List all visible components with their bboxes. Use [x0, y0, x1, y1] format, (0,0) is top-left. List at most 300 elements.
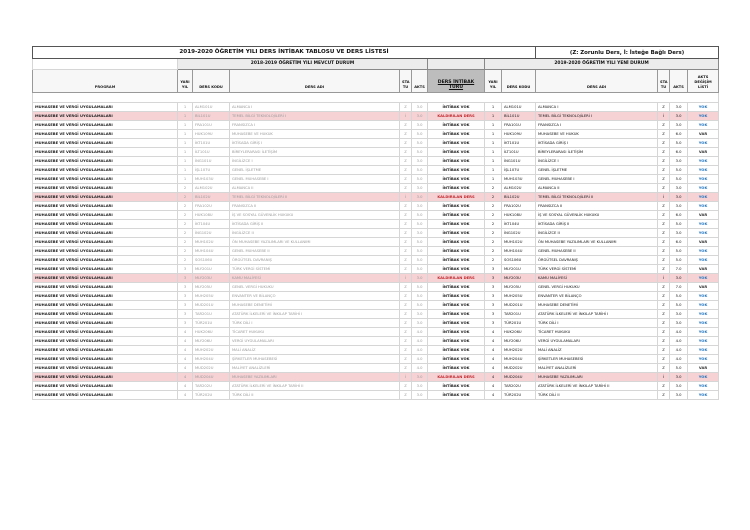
old-name-cell: TÜRK DİLİ I	[230, 319, 400, 328]
new-akts-cell: 3.0	[670, 193, 688, 202]
old-code-cell: HUK109U	[193, 130, 230, 139]
program-cell: MUHASEBE VE VERGİ UYGULAMALARI	[33, 148, 178, 157]
new-code-cell: MUH104U	[502, 247, 536, 256]
old-name-cell: TÜRK VERGİ SİSTEMİ	[230, 265, 400, 274]
akts-change-cell: YOK	[688, 112, 719, 121]
table-row	[33, 373, 719, 382]
old-yariyil-cell: 1	[178, 139, 193, 148]
akts-change-cell: YOK	[688, 355, 719, 364]
old-code-cell: ALM102U	[193, 184, 230, 193]
new-akts-cell: 7.0	[670, 283, 688, 292]
new-name-cell: ALMANCA I	[536, 103, 658, 112]
old-statu-cell: Z	[400, 355, 412, 364]
akts-change-cell: YOK	[688, 202, 719, 211]
old-code-cell: FRA102U	[193, 202, 230, 211]
old-name-cell: TİCARET HUKUKU	[230, 328, 400, 337]
old-name-cell: ALMANCA I	[230, 103, 400, 112]
new-statu-cell: Z	[658, 157, 670, 166]
new-code-cell: MLY206U	[502, 337, 536, 346]
program-cell: MUHASEBE VE VERGİ UYGULAMALARI	[33, 265, 178, 274]
new-code-cell: FRA101U	[502, 121, 536, 130]
intibak-status-cell: İNTİBAK VOK	[428, 355, 485, 364]
new-yariyil-cell: 4	[485, 382, 502, 391]
akts-change-cell: YOK	[688, 256, 719, 265]
old-name-cell: ÖRGÜTSEL DAVRANIŞ	[230, 256, 400, 265]
table-row	[33, 265, 719, 274]
new-name-cell: TÜRK DİLİ I	[536, 319, 658, 328]
old-name-cell: İNGİLİZCE II	[230, 229, 400, 238]
new-name-cell: İŞ VE SOSYAL GÜVENLİK HUKUKU	[536, 211, 658, 220]
old-akts-cell: 3.0	[412, 121, 428, 130]
old-yariyil-cell: 1	[178, 103, 193, 112]
new-akts-cell: 3.0	[670, 202, 688, 211]
right-section-title: 2019-2020 ÖĞRETİM YILI YENİ DURUM	[485, 59, 719, 70]
program-cell: MUHASEBE VE VERGİ UYGULAMALARI	[33, 355, 178, 364]
col-program: PROGRAM	[33, 70, 178, 93]
program-cell: MUHASEBE VE VERGİ UYGULAMALARI	[33, 121, 178, 130]
old-akts-cell: 5.0	[412, 139, 428, 148]
new-statu-cell: Z	[658, 337, 670, 346]
old-statu-cell: Z	[400, 265, 412, 274]
old-name-cell: TEMEL BİLGİ TEKNOLOJİLERİ II	[230, 193, 400, 202]
akts-change-cell: YOK	[688, 184, 719, 193]
new-name-cell: BİREYLERARASI İLETİŞİM	[536, 148, 658, 157]
intibak-status-cell: İNTİBAK VOK	[428, 148, 485, 157]
akts-change-cell: YOK	[688, 382, 719, 391]
new-akts-cell: 5.0	[670, 139, 688, 148]
old-name-cell: İŞ VE SOSYAL GÜVENLİK HUKUKU	[230, 211, 400, 220]
old-yariyil-cell: 2	[178, 256, 193, 265]
new-name-cell: ÖN MUHASEBE YAZILIMLARI VE KULLANIMI	[536, 238, 658, 247]
new-yariyil-cell: 4	[485, 364, 502, 373]
old-statu-cell: İ	[400, 274, 412, 283]
intibak-status-cell: İNTİBAK VOK	[428, 364, 485, 373]
new-yariyil-cell: 2	[485, 229, 502, 238]
akts-change-cell: YOK	[688, 121, 719, 130]
akts-change-cell: YOK	[688, 319, 719, 328]
new-name-cell: İNGİLİZCE II	[536, 229, 658, 238]
new-name-cell: TÜRK DİLİ II	[536, 391, 658, 400]
old-statu-cell: Z	[400, 247, 412, 256]
new-code-cell: MUD201U	[502, 301, 536, 310]
col-new-akts: AKTS	[670, 70, 688, 93]
table-row	[33, 301, 719, 310]
old-code-cell: TAR202U	[193, 382, 230, 391]
old-statu-cell: Z	[400, 166, 412, 175]
old-yariyil-cell: 1	[178, 157, 193, 166]
old-name-cell: FRANSIZCA I	[230, 121, 400, 130]
new-yariyil-cell: 4	[485, 373, 502, 382]
new-code-cell: TÜR201U	[502, 319, 536, 328]
old-code-cell: MUH202U	[193, 346, 230, 355]
akts-change-cell: YOK	[688, 229, 719, 238]
table-row	[33, 148, 719, 157]
new-name-cell: ÖRGÜTSEL DAVRANIŞ	[536, 256, 658, 265]
new-yariyil-cell: 3	[485, 292, 502, 301]
new-code-cell: İKT104U	[502, 220, 536, 229]
new-statu-cell: Z	[658, 292, 670, 301]
new-akts-cell: 3.0	[670, 112, 688, 121]
intibak-status-cell: İNTİBAK VOK	[428, 103, 485, 112]
akts-change-cell: YOK	[688, 103, 719, 112]
table-row	[33, 310, 719, 319]
akts-change-cell: YOK	[688, 301, 719, 310]
akts-change-cell: VAR	[688, 364, 719, 373]
table-row	[33, 112, 719, 121]
old-code-cell: MUD202U	[193, 364, 230, 373]
new-code-cell: MUH204U	[502, 355, 536, 364]
program-cell: MUHASEBE VE VERGİ UYGULAMALARI	[33, 292, 178, 301]
col-akts-degisim: AKTS DEĞİŞİM LİSTİ	[688, 70, 719, 93]
new-statu-cell: Z	[658, 103, 670, 112]
new-code-cell: MLY203U	[502, 274, 536, 283]
old-statu-cell: Z	[400, 211, 412, 220]
new-yariyil-cell: 1	[485, 166, 502, 175]
old-statu-cell: İ	[400, 112, 412, 121]
akts-change-cell: VAR	[688, 283, 719, 292]
new-akts-cell: 3.0	[670, 184, 688, 193]
new-akts-cell: 6.0	[670, 130, 688, 139]
table-row	[33, 157, 719, 166]
new-code-cell: ALM102U	[502, 184, 536, 193]
new-name-cell: GENEL VERGİ HUKUKU	[536, 283, 658, 292]
old-statu-cell: Z	[400, 364, 412, 373]
old-akts-cell: 5.0	[412, 130, 428, 139]
old-name-cell: TEMEL BİLGİ TEKNOLOJİLERİ I	[230, 112, 400, 121]
program-cell: MUHASEBE VE VERGİ UYGULAMALARI	[33, 211, 178, 220]
old-yariyil-cell: 1	[178, 121, 193, 130]
table-row	[33, 292, 719, 301]
old-code-cell: MLY205U	[193, 283, 230, 292]
old-akts-cell: 5.0	[412, 148, 428, 157]
old-code-cell: MUD204U	[193, 373, 230, 382]
new-akts-cell: 3.0	[670, 373, 688, 382]
table-row	[33, 166, 719, 175]
new-akts-cell: 3.0	[670, 310, 688, 319]
old-yariyil-cell: 2	[178, 184, 193, 193]
akts-change-cell: YOK	[688, 328, 719, 337]
intibak-status-cell: İNTİBAK VOK	[428, 139, 485, 148]
table-row	[33, 319, 719, 328]
intibak-status-cell: İNTİBAK VOK	[428, 166, 485, 175]
old-name-cell: GENEL MUHASEBE I	[230, 175, 400, 184]
new-akts-cell: 3.0	[670, 274, 688, 283]
new-name-cell: VERGİ UYGULAMALARI	[536, 337, 658, 346]
akts-change-cell: YOK	[688, 292, 719, 301]
col-new-ders-kodu: DERS KODU	[502, 70, 536, 93]
new-code-cell: HUK108U	[502, 211, 536, 220]
intibak-status-cell: İNTİBAK VOK	[428, 121, 485, 130]
old-statu-cell: İ	[400, 373, 412, 382]
old-statu-cell: Z	[400, 382, 412, 391]
old-yariyil-cell: 4	[178, 355, 193, 364]
new-akts-cell: 5.0	[670, 364, 688, 373]
new-akts-cell: 3.0	[670, 103, 688, 112]
old-akts-cell: 3.0	[412, 274, 428, 283]
old-statu-cell: İ	[400, 193, 412, 202]
old-akts-cell: 3.0	[412, 319, 428, 328]
new-yariyil-cell: 3	[485, 274, 502, 283]
new-akts-cell: 5.0	[670, 247, 688, 256]
old-code-cell: TÜR202U	[193, 391, 230, 400]
akts-change-cell: YOK	[688, 220, 719, 229]
new-name-cell: ATATÜRK İLKELERİ VE İNKILAP TARİHİ I	[536, 310, 658, 319]
new-name-cell: TÜRK VERGİ SİSTEMİ	[536, 265, 658, 274]
new-akts-cell: 3.0	[670, 319, 688, 328]
old-code-cell: MLY201U	[193, 265, 230, 274]
table-row	[33, 355, 719, 364]
new-statu-cell: Z	[658, 229, 670, 238]
old-code-cell: MLY203U	[193, 274, 230, 283]
old-code-cell: HUK206U	[193, 328, 230, 337]
old-code-cell: TÜR201U	[193, 319, 230, 328]
old-name-cell: ÖN MUHASEBE YAZILIMLARI VE KULLANIMI	[230, 238, 400, 247]
akts-change-cell: YOK	[688, 193, 719, 202]
program-cell: MUHASEBE VE VERGİ UYGULAMALARI	[33, 166, 178, 175]
old-name-cell: MUHASEBE YAZILIMLARI	[230, 373, 400, 382]
old-yariyil-cell: 2	[178, 238, 193, 247]
new-akts-cell: 5.0	[670, 220, 688, 229]
old-statu-cell: Z	[400, 256, 412, 265]
intibak-status-cell: İNTİBAK VOK	[428, 157, 485, 166]
old-statu-cell: Z	[400, 328, 412, 337]
old-akts-cell: 3.0	[412, 157, 428, 166]
old-name-cell: GENEL İŞLETME	[230, 166, 400, 175]
intibak-status-cell: İNTİBAK VOK	[428, 337, 485, 346]
old-yariyil-cell: 3	[178, 265, 193, 274]
new-statu-cell: Z	[658, 130, 670, 139]
new-name-cell: MALİ ANALİZ	[536, 346, 658, 355]
old-akts-cell: 3.0	[412, 310, 428, 319]
program-cell: MUHASEBE VE VERGİ UYGULAMALARI	[33, 301, 178, 310]
akts-change-cell: YOK	[688, 166, 719, 175]
new-statu-cell: Z	[658, 184, 670, 193]
old-akts-cell: 3.0	[412, 373, 428, 382]
old-name-cell: MUHASEBE VE HUKUK	[230, 130, 400, 139]
new-statu-cell: İ	[658, 274, 670, 283]
old-statu-cell: Z	[400, 139, 412, 148]
old-statu-cell: Z	[400, 148, 412, 157]
new-code-cell: MUD202U	[502, 364, 536, 373]
new-yariyil-cell: 4	[485, 328, 502, 337]
new-code-cell: ALM101U	[502, 103, 536, 112]
col-new-yariyil: YARI YIL	[485, 70, 502, 93]
akts-change-cell: YOK	[688, 274, 719, 283]
old-code-cell: İŞL107U	[193, 166, 230, 175]
program-cell: MUHASEBE VE VERGİ UYGULAMALARI	[33, 346, 178, 355]
program-cell: MUHASEBE VE VERGİ UYGULAMALARI	[33, 283, 178, 292]
new-statu-cell: Z	[658, 211, 670, 220]
new-yariyil-cell: 4	[485, 346, 502, 355]
old-yariyil-cell: 4	[178, 373, 193, 382]
old-akts-cell: 3.0	[412, 391, 428, 400]
old-code-cell: BİL101U	[193, 112, 230, 121]
intibak-status-cell: İNTİBAK VOK	[428, 211, 485, 220]
old-code-cell: FRA101U	[193, 121, 230, 130]
old-name-cell: İNGİLİZCE I	[230, 157, 400, 166]
new-code-cell: TAR202U	[502, 382, 536, 391]
new-name-cell: MUHASEBE DENETİMİ	[536, 301, 658, 310]
new-statu-cell: Z	[658, 175, 670, 184]
akts-change-cell: YOK	[688, 157, 719, 166]
table-row	[33, 193, 719, 202]
new-code-cell: TAR201U	[502, 310, 536, 319]
new-name-cell: KAMU MALİYESİ	[536, 274, 658, 283]
old-yariyil-cell: 2	[178, 229, 193, 238]
old-yariyil-cell: 3	[178, 274, 193, 283]
table-row	[33, 121, 719, 130]
old-code-cell: MLY206U	[193, 337, 230, 346]
program-cell: MUHASEBE VE VERGİ UYGULAMALARI	[33, 238, 178, 247]
old-statu-cell: Z	[400, 175, 412, 184]
akts-change-cell: YOK	[688, 337, 719, 346]
new-yariyil-cell: 2	[485, 256, 502, 265]
old-code-cell: TAR201U	[193, 310, 230, 319]
intibak-status-cell: İNTİBAK VOK	[428, 175, 485, 184]
intibak-sheet	[32, 46, 718, 400]
old-akts-cell: 5.0	[412, 247, 428, 256]
col-new-statu: STA TU	[658, 70, 670, 93]
old-name-cell: MALİ ANALİZ	[230, 346, 400, 355]
old-akts-cell: 3.0	[412, 382, 428, 391]
old-yariyil-cell: 3	[178, 283, 193, 292]
old-code-cell: MUH102U	[193, 238, 230, 247]
table-row	[33, 247, 719, 256]
new-yariyil-cell: 1	[485, 175, 502, 184]
program-cell: MUHASEBE VE VERGİ UYGULAMALARI	[33, 184, 178, 193]
program-cell: MUHASEBE VE VERGİ UYGULAMALARI	[33, 319, 178, 328]
new-statu-cell: Z	[658, 328, 670, 337]
old-akts-cell: 5.0	[412, 211, 428, 220]
new-akts-cell: 5.0	[670, 301, 688, 310]
old-statu-cell: Z	[400, 292, 412, 301]
col-old-ders-adi: DERS ADI	[230, 70, 400, 93]
new-code-cell: MUH103U	[502, 175, 536, 184]
col-intibak-turu: DERS İNTİBAK TÜRÜ	[428, 70, 485, 93]
old-statu-cell: Z	[400, 283, 412, 292]
new-statu-cell: Z	[658, 220, 670, 229]
program-cell: MUHASEBE VE VERGİ UYGULAMALARI	[33, 193, 178, 202]
new-yariyil-cell: 3	[485, 319, 502, 328]
new-code-cell: İNG102U	[502, 229, 536, 238]
old-yariyil-cell: 4	[178, 337, 193, 346]
table-row	[33, 346, 719, 355]
new-yariyil-cell: 2	[485, 247, 502, 256]
new-yariyil-cell: 2	[485, 238, 502, 247]
intibak-status-cell: İNTİBAK VOK	[428, 256, 485, 265]
table-row	[33, 274, 719, 283]
new-yariyil-cell: 2	[485, 220, 502, 229]
new-code-cell: HUK109U	[502, 130, 536, 139]
old-statu-cell: Z	[400, 310, 412, 319]
new-yariyil-cell: 4	[485, 355, 502, 364]
new-code-cell: FRA102U	[502, 202, 536, 211]
akts-change-cell: YOK	[688, 310, 719, 319]
old-statu-cell: Z	[400, 130, 412, 139]
left-section-title: 2018-2019 ÖĞRETİM YILI MEVCUT DURUM	[178, 59, 428, 70]
new-akts-cell: 3.0	[670, 121, 688, 130]
table-row	[33, 130, 719, 139]
intibak-status-cell: İNTİBAK VOK	[428, 184, 485, 193]
new-name-cell: FRANSIZCA I	[536, 121, 658, 130]
new-akts-cell: 4.0	[670, 328, 688, 337]
intibak-table	[32, 46, 719, 400]
new-statu-cell: Z	[658, 202, 670, 211]
old-akts-cell: 5.0	[412, 292, 428, 301]
intibak-status-cell: KALDIRILAN DERS	[428, 274, 485, 283]
old-name-cell: MALİYET ANALİZLERİ	[230, 364, 400, 373]
table-row	[33, 220, 719, 229]
new-yariyil-cell: 2	[485, 202, 502, 211]
col-old-ders-kodu: DERS KODU	[193, 70, 230, 93]
intibak-status-cell: İNTİBAK VOK	[428, 229, 485, 238]
akts-change-cell: YOK	[688, 391, 719, 400]
status-legend: (Z: Zorunlu Ders, İ: İsteğe Bağlı Ders)	[536, 47, 719, 59]
old-statu-cell: Z	[400, 337, 412, 346]
new-statu-cell: İ	[658, 373, 670, 382]
old-yariyil-cell: 3	[178, 301, 193, 310]
table-row	[33, 184, 719, 193]
new-name-cell: ENVANTER VE BİLANÇO	[536, 292, 658, 301]
akts-change-cell: VAR	[688, 148, 719, 157]
new-statu-cell: Z	[658, 391, 670, 400]
old-name-cell: BİREYLERARASI İLETİŞİM	[230, 148, 400, 157]
new-code-cell: BİL101U	[502, 112, 536, 121]
intibak-status-cell: İNTİBAK VOK	[428, 292, 485, 301]
new-yariyil-cell: 3	[485, 310, 502, 319]
intibak-status-cell: İNTİBAK VOK	[428, 202, 485, 211]
page-title: 2019-2020 ÖĞRETİM YILI DERS İNTİBAK TABLOSU VE DERS LİSTESİ	[33, 47, 536, 59]
program-cell: MUHASEBE VE VERGİ UYGULAMALARI	[33, 103, 178, 112]
new-yariyil-cell: 1	[485, 130, 502, 139]
program-cell: MUHASEBE VE VERGİ UYGULAMALARI	[33, 382, 178, 391]
new-name-cell: İNGİLİZCE I	[536, 157, 658, 166]
new-name-cell: TEMEL BİLGİ TEKNOLOJİLERİ II	[536, 193, 658, 202]
new-code-cell: MLY201U	[502, 265, 536, 274]
old-akts-cell: 5.0	[412, 238, 428, 247]
table-row	[33, 103, 719, 112]
old-yariyil-cell: 1	[178, 112, 193, 121]
intibak-status-cell: KALDIRILAN DERS	[428, 373, 485, 382]
old-name-cell: FRANSIZCA II	[230, 202, 400, 211]
intibak-status-cell: İNTİBAK VOK	[428, 328, 485, 337]
new-code-cell: MLY205U	[502, 283, 536, 292]
old-name-cell: ŞİRKETLER MUHASEBESİ	[230, 355, 400, 364]
new-akts-cell: 4.0	[670, 346, 688, 355]
program-cell: MUHASEBE VE VERGİ UYGULAMALARI	[33, 247, 178, 256]
new-name-cell: ALMANCA II	[536, 184, 658, 193]
program-cell: MUHASEBE VE VERGİ UYGULAMALARI	[33, 256, 178, 265]
akts-change-cell: VAR	[688, 265, 719, 274]
new-name-cell: İKTİSADA GİRİŞ I	[536, 139, 658, 148]
table-row	[33, 337, 719, 346]
new-name-cell: TİCARET HUKUKU	[536, 328, 658, 337]
old-code-cell: İKT101U	[193, 139, 230, 148]
course-rows	[33, 103, 719, 400]
new-yariyil-cell: 4	[485, 391, 502, 400]
new-code-cell: BİL102U	[502, 193, 536, 202]
old-akts-cell: 3.0	[412, 184, 428, 193]
old-akts-cell: 4.0	[412, 337, 428, 346]
old-name-cell: ALMANCA II	[230, 184, 400, 193]
new-name-cell: TEMEL BİLGİ TEKNOLOJİLERİ I	[536, 112, 658, 121]
old-akts-cell: 4.0	[412, 355, 428, 364]
program-cell: MUHASEBE VE VERGİ UYGULAMALARI	[33, 373, 178, 382]
col-old-akts: AKTS	[412, 70, 428, 93]
old-statu-cell: Z	[400, 121, 412, 130]
akts-change-cell: VAR	[688, 238, 719, 247]
new-code-cell: TÜR202U	[502, 391, 536, 400]
